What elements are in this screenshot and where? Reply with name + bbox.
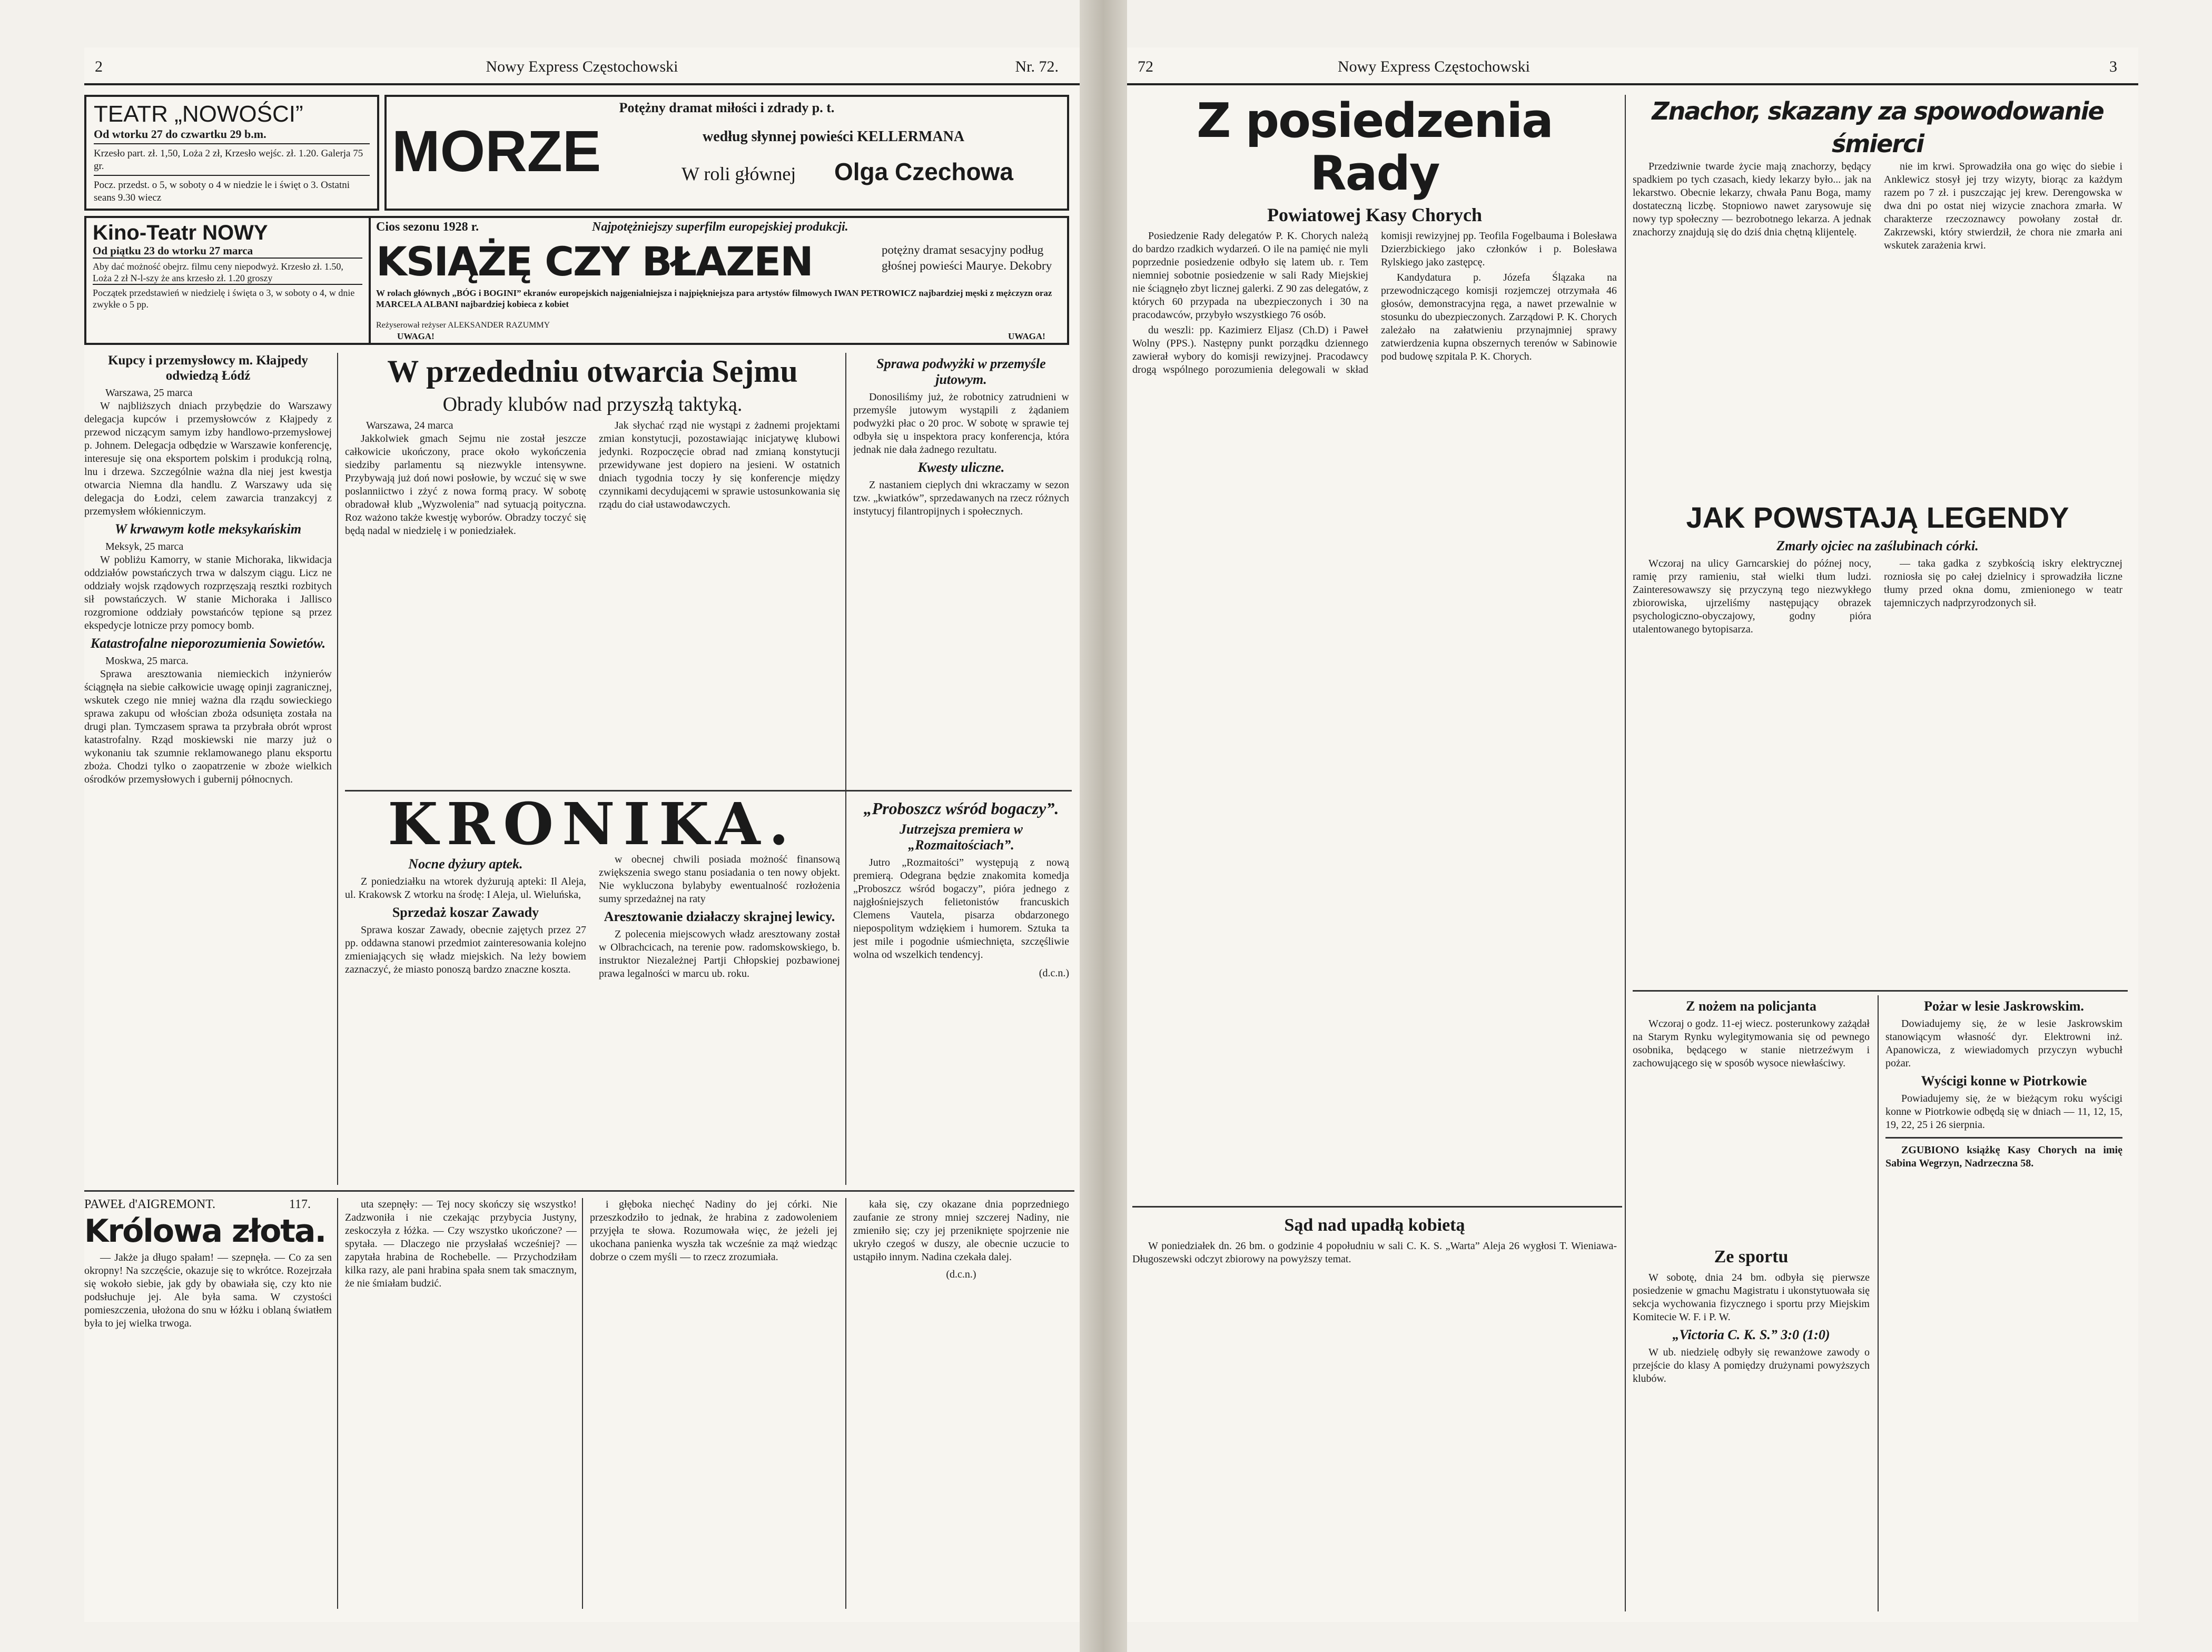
col-divider — [582, 1198, 583, 1609]
sowiety-dateline: Moskwa, 25 marca. — [105, 655, 189, 667]
col-divider — [1878, 995, 1879, 1611]
head-rule — [84, 83, 1080, 85]
novel-signature: (d.c.n.) — [946, 1269, 976, 1280]
kwesty-body: Z nastaniem cieplych dni wkraczamy w sezon tzw. „kwiatków”, sprzedawanych na rzecz różnych instytucyj filantropijnych i społecznych. — [853, 479, 1069, 517]
col-divider — [845, 1198, 846, 1609]
kino-title: Kino-Teatr NOWY — [93, 221, 268, 244]
jutowy-headline: Sprawa podwyżki w przemyśle jutowym. — [876, 356, 1046, 387]
novel-col-2 — [345, 1198, 577, 1609]
legendy-body-2: — taka gadka z szybkością iskry elektrycznej rozniosła się po całej dzielnicy i sprowadziła liczne tłumy przed okna domu, zmienionego w teatr tajemniczych nadprzyrodzonych sił. — [1884, 558, 2122, 609]
kronika-rule — [345, 790, 1072, 792]
jutowy-article — [853, 353, 1069, 774]
kino-dates: Od piątku 23 do wtorku 27 marca — [93, 244, 362, 259]
sejm-subhead: Obrady klubów nad przyszłą taktyką. — [442, 393, 743, 416]
kupcy-article — [84, 353, 332, 1180]
koszary-headline: Sprzedaż koszar Zawady — [392, 905, 539, 920]
morze-ad — [384, 95, 1069, 211]
kino-left — [86, 218, 371, 343]
kupcy-body: W najbliższych dniach przybędzie do Warszawy delegacja kupców i przemysłowców z Kłajpedy z przewod niczącym samym izby handlowo-przemysłowej p. Johnem. Delegacja odbędzie w Warszawie konferencję, interesuje się ona eksportem polskim i produkcją rolną, lnu i drzewa. Szczególnie ważna dla niej jest kwestja otwarcia Niemna dla handlu. Z Warszawy uda się delegacja do Łodzi, celem zawarcia tranzakcyj z przemysłem włókienniczym. — [84, 400, 332, 517]
col-divider — [1625, 95, 1626, 1611]
novel-text-2: uta szepnęły: — Tej nocy skończy się wszystko! Zadzwoniła i nie czekając przybycia Justyny, zeskoczyła z łóżka. — Czy wszystko ukończone? — spytała. — Dlaczego nie przysłałaś wcześniej? — zapytała hrabina de Rochebelle. — Przychodziłam kilka razy, ale pani hrabina spała snem tak smacznym, że nie śmiałam budzić. — [345, 1199, 577, 1289]
novel-col-4 — [853, 1198, 1069, 1609]
upadla-headline: Sąd nad upadłą kobietą — [1284, 1215, 1465, 1235]
sowiety-body: Sprawa aresztowania niemieckich inżynierów ściągnęła na siebie całkowicie uwagę opinji zagranicznej, wskutek czego nie mniej ważna dla rządu sowieckiego sprawa zakupu od włościan zboża odsunięta została na drugi plan. Tymczasem sprawa ta przybrała obrót wprost katastrofalny. Rząd moskiewski nie marzy już o wykonaniu tak szumnie reklamowanego planu eksportu zboża. Chodzi tylko o zaopatrzenie w zboże wielkich ośrodków przemysłowych i gubernij północnych. — [84, 668, 332, 785]
novel-col-3 — [590, 1198, 837, 1609]
kronika-title: KRONIKA. — [388, 795, 797, 858]
col-divider — [845, 353, 846, 1185]
meksyk-headline: W krwawym kotle meksykańskim — [114, 521, 302, 537]
novel-text-4: kała się, czy okazane dnia poprzedniego zaufanie ze strony mniej szczerej Nadiny, nie zmieniło się; czy jej przeniknięte spojrzenie nie ukryło czegoś w duszy, ale obecnie uczucie to ustąpiło innym. Nadina czekała dalej. — [853, 1199, 1069, 1263]
kupcy-headline: Kupcy i przemysłowcy m. Kłajpedy odwiedzą Łódź — [108, 353, 308, 383]
col-divider — [337, 353, 338, 1185]
rada-body-1: Posiedzenie Rady delegatów P. K. Chorych należą do bardzo rzadkich wydarzeń. O ile na pamięć nie myli poprzednie posiedzenie odbyło się latem ub. r. Tem niemniej sobotnie posiedzenie w sali Rady Miejskiej nie ściągnęło zbyt licznej galerki. Z 90 zas delegatów, z których 60 przypada na ubezpieczonych i 30 na pracodawców, przybyło wszystkiego 76 osób. — [1132, 230, 1368, 321]
kino-cast: W rolach głównych „BÓG i BOGINI” ekranów europejskich najgenialniejsza i najpiękniejsza para artystów filmowych IWAN PETROWICZ najbardziej męski z mężczyzn oraz MARCELA ALBANI najbardziej kobieca z kobiet — [376, 288, 1052, 309]
kupcy-dateline: Warszawa, 25 marca — [105, 387, 193, 399]
teatr-dates: Od wtorku 27 do czwartku 29 b.m. — [94, 127, 370, 144]
sport-score: „Victoria C. K. S.” 3:0 (1:0) — [1672, 1327, 1830, 1342]
lewica-headline: Aresztowanie działaczy skrajnej lewicy. — [604, 909, 835, 924]
morze-title: MORZE — [392, 119, 601, 184]
teatr-ad — [84, 95, 379, 211]
morze-role: W roli głównej — [682, 163, 796, 184]
novel-col-1 — [84, 1198, 332, 1609]
las-headline: Pożar w lesie Jaskrowskim. — [1924, 998, 2084, 1014]
kino-uwaga-1: UWAGA! — [397, 331, 434, 341]
upadla-article — [1132, 1211, 1617, 1611]
rule — [1633, 990, 2128, 992]
znachor-article — [1633, 95, 2122, 495]
lewica-body: Z polecenia miejscowych władz aresztowany został w Olbrachcicach, na terenie pow. radomskowskiego, b. instruktor Niezależnej Partji Chłopskiej pozbawionej prawa legalności w marcu ub. roku. — [599, 928, 840, 980]
znachor-headline: Znachor, skazany za spowodowanie śmierci — [1652, 97, 2104, 158]
znachor-body-2: nie im krwi. Sprowadziła ona go więc do siebie i Anklewicz stosył jej trzy wizyty, biorąc za każdym razem po 7 zł. i puszczając jej krew. Derengowska w dwa dni po ostat niej wizycie znachora zmarła. W charakterze rzeczoznawcy powołany został dr. Zakrzewski, który stwierdził, że chora nie zmarła ani wskutek zarażenia krwi. — [1884, 161, 2122, 251]
novel-author: PAWEŁ d'AIGREMONT. — [84, 1198, 216, 1211]
policjant-body: Wczoraj o godz. 11-ej wiecz. posterunkowy zażądał na Starym Rynku wylegitymowania się od pewnego osobnika, będącego w stanie nietrzeźwym i zachowującego się w sposób wysoce niewłaściwy. — [1633, 1018, 1870, 1069]
right-page — [1127, 47, 2138, 1622]
kronika-section — [345, 795, 840, 1185]
upadla-body: W poniedziałek dn. 26 bm. o godzinie 4 popołudniu w sali C. K. S. „Warta” Aleja 26 wygłosi T. Wieniawa-Długoszewski odczyt zbiorowy na powyższy temat. — [1132, 1240, 1617, 1265]
sejm-article — [345, 353, 840, 785]
rada-body-3: Kandydatura p. Józefa Ślązaka na przewodniczącego komisji rozjemczej otrzymała 46 głosów, demonstracyjna ręga, a nawet przewalnie w stosunku do ubezpieczonych. Zarządowi P. K. Chorych zależało na załatwieniu przynajmniej sprawy zatwierdzenia kupna obszernych terenów w Sabinowie pod budowę szpitala P. K. Chorych. — [1381, 272, 1617, 362]
zgubiono-notice: ZGUBIONO książkę Kasy Chorych na imię Sabina Wegrzyn, Nadrzeczna 58. — [1885, 1144, 2122, 1169]
sejm-headline: W przededniu otwarcia Sejmu — [387, 354, 798, 389]
legendy-headline: JAK POWSTAJĄ LEGENDY — [1686, 501, 2069, 534]
morze-tagline: Potężny dramat miłości i zdrady p. t. — [619, 100, 835, 115]
policjant-article — [1633, 995, 1870, 1238]
legendy-article — [1633, 500, 2122, 985]
local-news — [1885, 995, 2122, 1611]
koszary-body-2: w obecnej chwili posiada możność finansową zwiększenia swego stanu posiadania o ten nowy objekt. Nie wykluczona bylabyby ewentualność rozłożenia sumy sprzedażnej na raty — [599, 854, 840, 905]
proboszcz-body: Jutro „Rozmaitości” występują z nową premierą. Odegrana będzie znakomita komedja „Proboszcz wśród bogaczy”, pióra jednego z najgłośniejszych felietonistów francuskich Clemens Vautela, pisarza obdarzonego niepospolitym wdziękiem i humorem. Sztuka ta jest mile i pogodnie uśmiechnięta, szczęśliwie wolna od wszelkich tendencyj. — [853, 857, 1069, 961]
sport-headline: Ze sportu — [1714, 1247, 1789, 1267]
left-page — [84, 47, 1080, 1622]
teatr-prices: Krzesło part. zł. 1,50, Loża 2 zł, Krzesło wejśc. zł. 1.20. Galerja 75 gr. — [94, 147, 370, 176]
page-number-right: 3 — [2109, 58, 2117, 75]
legendy-body-1: Wczoraj na ulicy Garncarskiej do późnej nocy, ramię przy ramieniu, stał wielki tłum ludzi. Zainteresowawszy się przyczyną tego niezwykłego zbiorowiska, ujrzeliśmy następujący obrazek psychologiczno-obyczajowy, godny pióra utalentowanego bytopisarza. — [1633, 558, 1871, 635]
rule — [1132, 1206, 1622, 1208]
jutowy-body: Donosiliśmy już, że robotnicy zatrudnieni w przemyśle jutowym wystąpili z żądaniem podwyżki płac o 20 proc. W sobotę w sprawie tej odbyła się u inspektora pracy konferencja, która jednak nie dała żadnego rezultatu. — [853, 391, 1069, 456]
las-body: Dowiadujemy się, że w lesie Jaskrowskim stanowiącym własność dyr. Elektrowni inż. Apanowicza, z wiewiadomych przyczyn wybuchł pożar. — [1885, 1018, 2122, 1069]
morze-star: Olga Czechowa — [834, 158, 1013, 185]
kino-uwaga-2: UWAGA! — [1008, 331, 1045, 341]
sport-body: W sobotę, dnia 24 bm. odbyła się pierwsze posiedzenie w gmachu Magistratu i ukonstytuowała się sekcja wychowania fizycznego i sportu przy Miejskim Komitecie W. F. i P. W. — [1633, 1272, 1870, 1323]
book-gutter — [1080, 0, 1127, 1652]
kino-times: Początek przedstawień w niedzielę i święta o 3, w soboty o 4, w dnie zwykłe o 5 pp. — [93, 288, 355, 310]
novel-number: 117. — [289, 1198, 311, 1211]
sejm-body-2: Jak słychać rząd nie wystąpi z żadnemi projektami zmian konstytucji, pozostawiając inicjatywę klubowi jedynki. Rozpoczęcie obrad nad zmianą konstytucji przewidywane jest dopiero na jesieni. W ostatnich dniach tygodnia toczy ły się konferencje między czynnikami decydującemi w sprawie ustosunkowania się rządu do ciał ustawodawczych. — [599, 420, 840, 510]
novel-text-1: — Jakże ja długo spałam! — szepnęła. — Co za sen okropny! Na szczęście, okazuje się to wkrótce. Rozejrzała się wokoło siebie, jak gdy by obawiała się, czy kto nie podsłuchuje jej. Ale była sama. W czystości pomieszczenia, ułożona do snu w łóżku i oblaną światłem była to jej wielka trwoga. — [84, 1252, 332, 1329]
page-number: 2 — [95, 58, 103, 75]
proboszcz-signature: (d.c.n.) — [1039, 967, 1069, 979]
teatr-title: TEATR „NOWOŚCI” — [94, 101, 303, 127]
kino-notice: Aby dać możność obejrz. filmu ceny niepodwyż. Krzesło zł. 1.50, Loża 2 zł N-l-szy że ans krzesło zł. 1.20 groszy — [93, 261, 362, 285]
rule — [1885, 1137, 2122, 1139]
legendy-subhead: Zmarły ojciec na zaślubinach córki. — [1776, 538, 1979, 553]
meksyk-body: W pobliżu Kamorry, w stanie Michoraka, likwidacja oddziałów powstańczych trwa w dalszym ciągu. Licz ne oddziały wojsk rządowych rozprzęszają resztki rozbitych sił powstańczych. W stanie Michoraka i Jallisco rozgromione oddziały powstańców tępione są przez ekspedycje lotnicze przy pomocy bomb. — [84, 554, 332, 631]
kino-ad — [84, 216, 1069, 345]
sejm-dateline: Warszawa, 24 marca — [366, 420, 453, 431]
col-divider — [337, 1198, 338, 1609]
sowiety-headline: Katastrofalne nieporozumienia Sowietów. — [90, 636, 326, 651]
novel-rule — [84, 1190, 1074, 1192]
apteki-headline: Nocne dyżury aptek. — [408, 856, 523, 872]
sejm-body: Jakkolwiek gmach Sejmu nie został jeszcze całkowicie ukończony, prace około wykończenia siedziby parlamentu są niezwykle intensywne. Przybywają już doń nowi posłowie, by wczuć się w swe poslanniictwo i zżyć z nowa formą pracy. W sobotę obradował klub „Wyzwolenia” nad sytuacją poityczna. Roz ważono także kwestję wyborów. Obradzy toczyć się będą nadal w niedzielę i w poniedziałek. — [345, 433, 586, 537]
head-rule — [1127, 83, 2138, 85]
teatr-times: Pocz. przedst. o 5, w soboty o 4 w niedzie le i święt o 3. Ostatni seans 9.30 wiecz — [94, 180, 350, 203]
proboszcz-article — [853, 795, 1069, 1185]
rada-article — [1132, 95, 1617, 1201]
kino-director: Reżyserował reżyser ALEKSANDER RAZUMMY — [376, 321, 550, 330]
proboszcz-subhead: Jutrzejsza premiera w „Rozmaitościach”. — [899, 822, 1023, 853]
meksyk-dateline: Meksyk, 25 marca — [105, 541, 184, 552]
issue-number: Nr. 72. — [1015, 58, 1059, 75]
kwesty-headline: Kwesty uliczne. — [917, 460, 1005, 475]
apteki-body: Z poniedziałku na wtorek dyżurują apteki: Il Aleja, ul. Krakowsk Z wtorku na środę: I Aleja, ul. Wieluńska, — [345, 876, 586, 901]
masthead: Nowy Express Częstochowski — [486, 58, 678, 75]
running-head-right — [1127, 58, 2138, 84]
running-head-left — [84, 58, 1080, 84]
masthead: Nowy Express Częstochowski — [1338, 58, 1530, 75]
kino-season: Cios sezonu 1928 r. — [376, 220, 479, 234]
znachor-body-1: Przedziwnie twarde życie mają znachorzy, będący spadkiem po tych czasach, kiedy lekarzy było... jak na lekarstwo. Obecnie lekarzy, chwała Panu Boga, mamy dostateczną liczbę. Stopniowo nawet zarysowuje się nowy typ społeczny — bezrobotnego lekarza. A jednak znachorzy znajdują się do dziś dnia chętną klijentelę. — [1633, 161, 1871, 238]
proboszcz-headline: „Proboszcz wśród bogaczy”. — [863, 799, 1059, 818]
morze-novel: według słynnej powieści KELLERMANA — [703, 128, 965, 145]
koszary-body: Sprawa koszar Zawady, obecnie zajętych przez 27 pp. oddawna stanowi przedmiot zainteresowania kolejno zmieniających się władz miejskich. Na leży bowiem zaznaczyć, że miasto ponoszą bardzo znaczne koszta. — [345, 924, 586, 975]
rada-headline: Z posiedzenia Rady — [1197, 95, 1553, 201]
novel-text-3: i głęboka niechęć Nadiny do jej córki. Nie przeszkodziło to jednak, że hrabina z zadowoleniem przyjęła te słowa. Rozumowała więc, że jeżeli jej ukochana panienka wyszła tak wcześnie za mąż wiedząc dobrze o czem myśli — to rzecz zrozumiała. — [590, 1199, 837, 1263]
novel-title: Królowa złota. — [84, 1213, 326, 1250]
policjant-headline: Z nożem na policjanta — [1686, 998, 1816, 1014]
rada-subhead: Powiatowej Kasy Chorych — [1267, 204, 1482, 225]
wyscigi-headline: Wyścigi konne w Piotrkowie — [1921, 1073, 2087, 1089]
page-number-left: 72 — [1138, 58, 1153, 75]
rada-body-2: du weszli: pp. Kazimierz Eljasz (Ch.D) i Paweł Wolny (PPS.). Następny punkt porządku dziennego zawierał wybory do komisji rewizyjnej. Pracodawcy drogą wspólnego porozumienia delegowali w skład komisji rewizyjnej pp. Teofila Fogelbauma i Bolesława Dzierzbickiego jako członków i p. Bolesława Rylskiego jako zastępcę. — [1132, 230, 1617, 375]
kino-drama: potężny dramat sesacyjny podług głośnej powieści Maurye. Dekobry — [882, 243, 1052, 272]
sport-score-body: W ub. niedzielę odbyły się rewanżowe zawody o przejście do klasy A pomiędzy drużynami powyższych klubów. — [1633, 1347, 1870, 1384]
kino-best: Najpotężniejszy superfilm europejskiej produkcji. — [592, 220, 848, 234]
sport-article — [1633, 1243, 1870, 1611]
kino-film: KSIĄŻĘ CZY BŁAZEN — [376, 238, 813, 285]
wyscigi-body: Powiadujemy się, że w bieżącym roku wyścigi konne w Piotrkowie odbędą się w dniach — 11, 12, 15, 19, 22, 25 i 26 sierpnia. — [1885, 1093, 2122, 1131]
